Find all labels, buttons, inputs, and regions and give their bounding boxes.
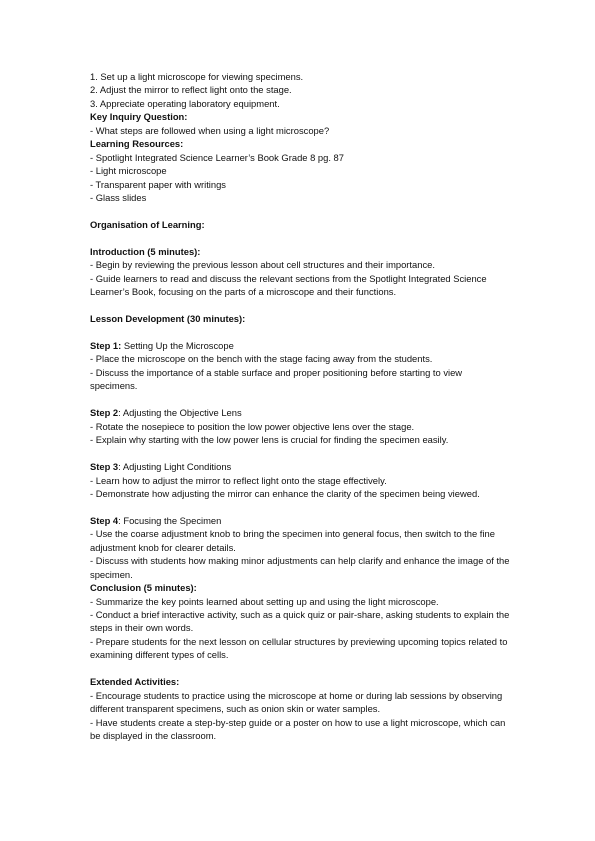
- spacer: [90, 326, 510, 339]
- step-item: - Learn how to adjust the mirror to reflect light onto the stage effectively.: [90, 474, 387, 486]
- organisation-heading: Organisation of Learning:: [90, 218, 205, 230]
- introduction-item: - Begin by reviewing the previous lesson about cell structures and their importance.: [90, 259, 435, 271]
- step-item: - Use the coarse adjustment knob to bring the specimen into general focus, then switch to the fine adjustment knob for clearer details.: [90, 528, 495, 553]
- resource-item: - Light microscope: [90, 165, 167, 177]
- resource-item: - Transparent paper with writings: [90, 178, 226, 190]
- step-heading: [90, 460, 510, 473]
- extended-item: - Encourage students to practice using the microscope at home or during lab sessions by observing different transparent specimens, such as onion skin or water samples.: [90, 689, 503, 715]
- extended-activities-heading: Extended Activities:: [90, 676, 180, 688]
- step-label: Step 1:: [90, 340, 122, 351]
- step-heading: [90, 339, 510, 352]
- step-title: Setting Up the Microscope: [121, 340, 234, 351]
- lesson-development-heading: Lesson Development (30 minutes):: [90, 313, 246, 325]
- objective-line: 2. Adjust the mirror to reflect light onto the stage.: [90, 84, 292, 96]
- step-item: - Place the microscope on the bench with the stage facing away from the students.: [90, 353, 433, 365]
- objective-line: 3. Appreciate operating laboratory equipment.: [90, 97, 280, 109]
- spacer: [90, 447, 510, 460]
- resource-item: - Spotlight Integrated Science Learner’s Book Grade 8 pg. 87: [90, 151, 344, 163]
- key-inquiry-heading: Key Inquiry Question:: [90, 111, 188, 123]
- conclusion-item: - Conduct a brief interactive activity, such as a quick quiz or pair-share, asking students to explain the steps in their own words.: [90, 609, 510, 634]
- step-label: Step 3: [90, 461, 119, 473]
- introduction-heading: Introduction (5 minutes):: [90, 245, 201, 257]
- step-label: Step 4: [90, 514, 119, 526]
- extended-item: - Have students create a step-by-step guide or a poster on how to use a light microscope, which can be displayed in the classroom.: [90, 716, 506, 742]
- step-title: : Adjusting Light Conditions: [118, 461, 232, 473]
- step-title: : Adjusting the Objective Lens: [118, 407, 242, 419]
- step-heading: [90, 406, 510, 419]
- spacer: [90, 393, 510, 406]
- conclusion-item: - Summarize the key points learned about setting up and using the light microscope.: [90, 595, 439, 607]
- step-label: Step 2: [90, 407, 119, 419]
- step-item: - Rotate the nosepiece to position the low power objective lens over the stage.: [90, 420, 415, 432]
- spacer: [90, 662, 510, 675]
- step-item: - Explain why starting with the low power lens is crucial for finding the specimen easily.: [90, 434, 449, 446]
- spacer: [90, 500, 510, 513]
- learning-resources-heading: Learning Resources:: [90, 138, 184, 150]
- step-title: : Focusing the Specimen: [118, 514, 222, 526]
- step-item: - Demonstrate how adjusting the mirror can enhance the clarity of the specimen being viewed.: [90, 487, 480, 499]
- resource-item: - Glass slides: [90, 192, 147, 204]
- step-item: - Discuss with students how making minor adjustments can help clarify and enhance the image of the specimen.: [90, 555, 510, 580]
- step-heading: [90, 514, 510, 527]
- spacer: [90, 299, 510, 312]
- lesson-plan-page: [90, 70, 510, 743]
- conclusion-heading: Conclusion (5 minutes):: [90, 582, 197, 594]
- introduction-item: - Guide learners to read and discuss the relevant sections from the Spotlight Integrated Science Learner’s Book, focusing on the parts of a microscope and their functions.: [90, 272, 487, 298]
- spacer: [90, 231, 510, 244]
- step-item: - Discuss the importance of a stable surface and proper positioning before starting to view specimens.: [90, 366, 463, 392]
- key-inquiry-item: - What steps are followed when using a light microscope?: [90, 124, 330, 136]
- objective-line: 1. Set up a light microscope for viewing specimens.: [90, 71, 304, 82]
- conclusion-item: - Prepare students for the next lesson on cellular structures by previewing upcoming topics related to examining different types of cells.: [90, 635, 508, 661]
- spacer: [90, 205, 510, 218]
